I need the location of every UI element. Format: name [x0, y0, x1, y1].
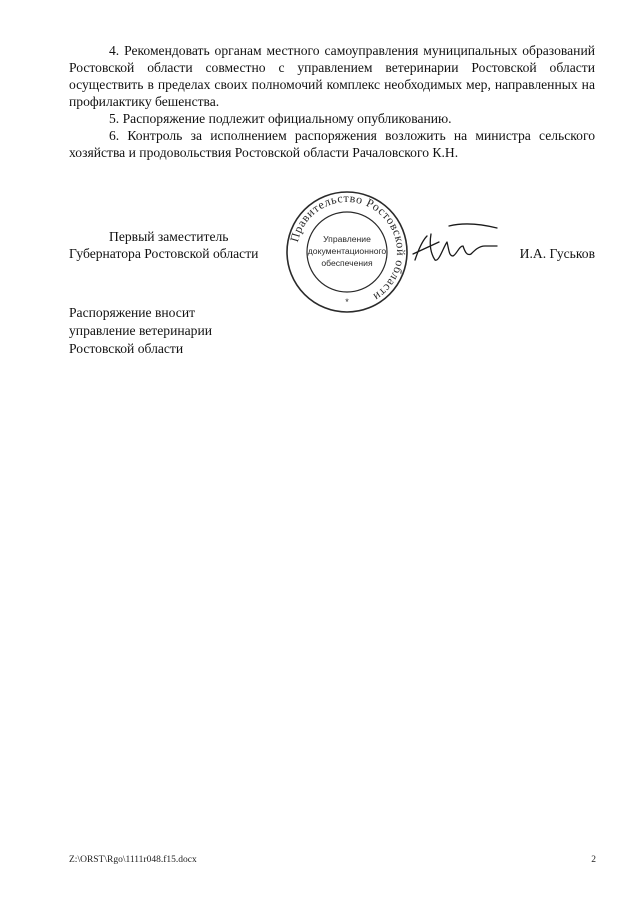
submitter-line-3: Ростовской области	[69, 341, 184, 356]
page-number: 2	[591, 855, 596, 865]
svg-text:обеспечения: обеспечения	[321, 258, 373, 268]
svg-text:Управление: Управление	[323, 234, 371, 244]
submitter-line-1: Распоряжение вносит	[69, 305, 196, 320]
handwritten-signature	[409, 218, 501, 274]
svg-text:Правительство Ростовской облас: Правительство Ростовской области	[287, 190, 409, 305]
paragraph-item-5: 5. Распоряжение подлежит официальному опубликованию.	[109, 111, 452, 126]
footer-file-path: Z:\ORST\Rgo\1111r048.f15.docx	[69, 855, 197, 865]
svg-text:документационного: документационного	[307, 246, 387, 256]
signatory-title-line-1: Первый заместитель	[109, 229, 229, 244]
submitter-line-2: управление ветеринарии	[69, 323, 213, 338]
signature-block	[69, 190, 595, 307]
signatory-name: И.А. Гуськов	[519, 246, 595, 261]
official-seal-stamp	[285, 190, 409, 314]
document-body	[69, 42, 595, 161]
svg-text:*: *	[345, 297, 349, 307]
submitted-by-block	[69, 304, 212, 358]
paragraph-item-6: 6. Контроль за исполнением распоряжения возложить на министра сельского хозяйства и продовольствия Ростовской области Рачаловского К.Н.	[69, 128, 595, 160]
signatory-title-line-2: Губернатора Ростовской области	[69, 246, 259, 261]
paragraph-item-4: 4. Рекомендовать органам местного самоуправления муниципальных образований Ростовской области совместно с управлением ветеринарии Ростовской области осуществить в пределах своих полномочий комплекс необходимых мер, направленных на профилактику бешенства.	[69, 43, 595, 109]
